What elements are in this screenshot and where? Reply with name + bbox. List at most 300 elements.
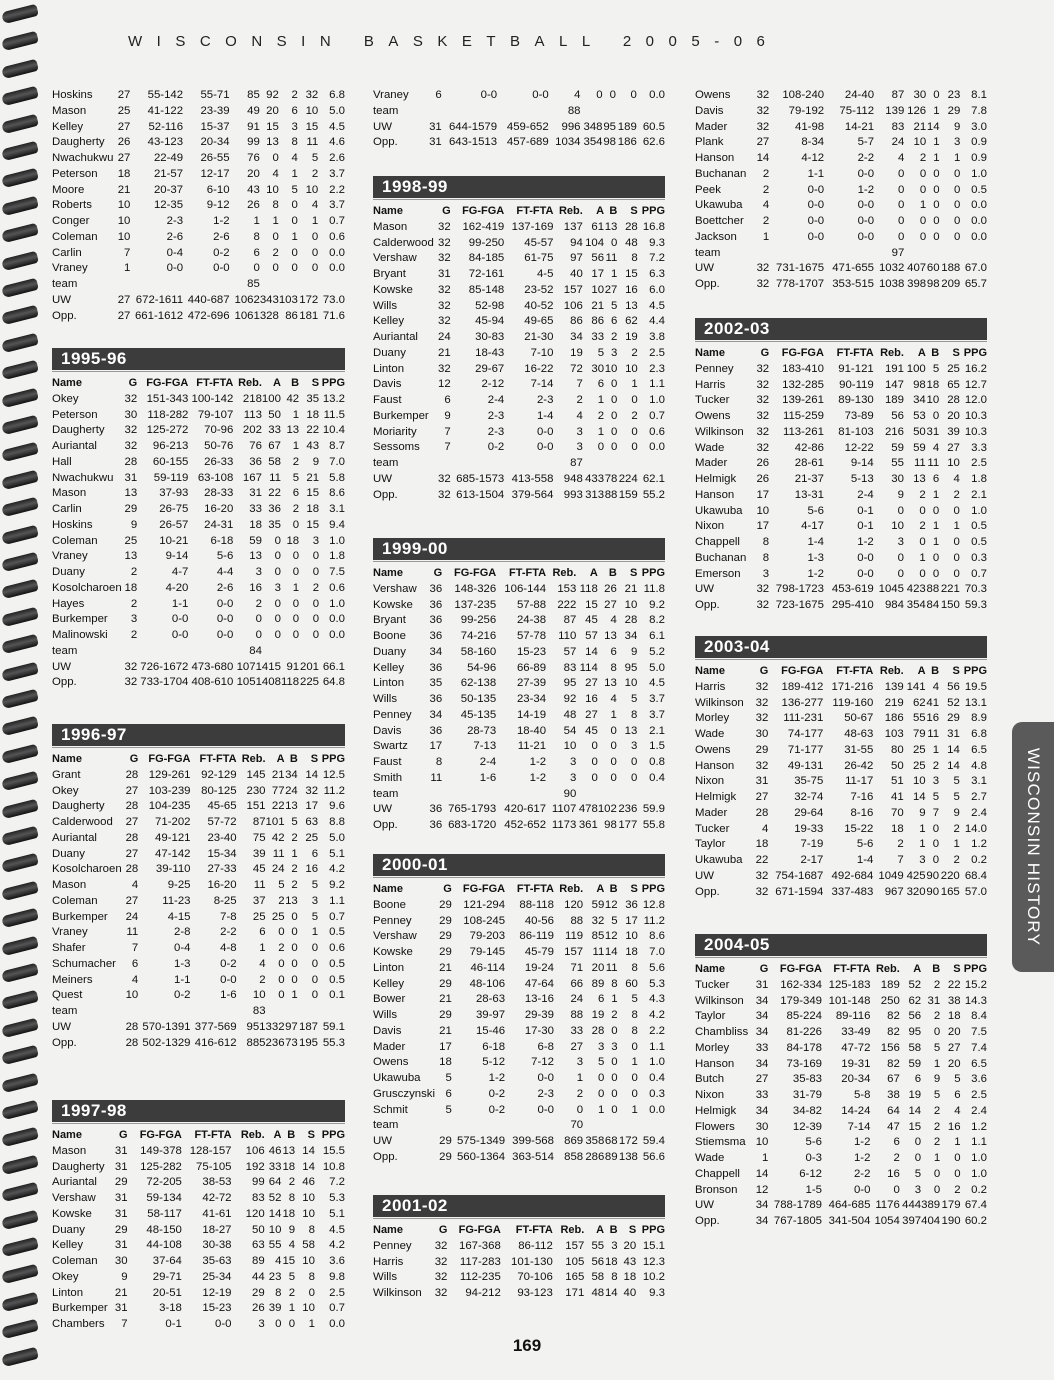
stat-cell (617, 456, 637, 472)
player-row (695, 409, 987, 425)
stat-cell: 24 (125, 910, 139, 923)
season-header: 1998-99 (373, 176, 665, 198)
stat-cell: 8 (611, 1271, 618, 1284)
stat-cell: 67.0 (964, 262, 987, 275)
stat-cell: 1 (291, 989, 298, 1002)
stat-cell: 32 (124, 660, 138, 673)
stat-cell: Smith (373, 771, 403, 784)
stat-cell: 10.8 (322, 1160, 345, 1173)
spiral-ring (1, 387, 39, 407)
stat-cell: 2 (255, 597, 262, 610)
stat-cell: 64.8 (322, 676, 345, 689)
stat-cell: Penney (373, 914, 412, 927)
stat-cell: 0 (596, 89, 603, 101)
player-row (373, 787, 665, 803)
stat-cell: 4.2 (329, 1239, 345, 1252)
stat-cell: team (52, 644, 78, 657)
stat-cell: Buchanan (695, 167, 747, 180)
stat-cell: 0 (278, 973, 285, 986)
stat-cell: 90 (926, 869, 940, 882)
stat-cell (960, 246, 987, 262)
stat-cell: 59.9 (642, 803, 665, 816)
stat-cell: UW (695, 583, 714, 596)
stat-cell: 80 (891, 743, 904, 756)
stat-cell: 5 (932, 362, 940, 375)
stat-cell: 118 (579, 582, 598, 595)
stat-cell: 0 (631, 1040, 638, 1053)
stat-cell: 34 (755, 1215, 769, 1227)
spiral-ring (1, 250, 39, 270)
stat-cell: 14 (947, 743, 960, 756)
player-row (373, 724, 665, 740)
stat-cell: 472-696 (187, 309, 230, 322)
stat-cell: 101-130 (511, 1255, 553, 1268)
stat-cell: 179 (941, 1199, 961, 1212)
stat-cell: 473-680 (191, 660, 234, 673)
player-row (695, 567, 987, 583)
stat-cell: 11.2 (643, 914, 665, 927)
column-header: Name (695, 963, 725, 975)
stat-cell: 65.7 (964, 278, 987, 290)
stat-cell (904, 246, 926, 262)
stat-cell: 95 (624, 661, 638, 674)
stat-cell: 0 (274, 550, 281, 563)
spiral-ring (1, 1237, 39, 1257)
stat-cell: 0 (311, 942, 319, 954)
player-row (373, 377, 665, 393)
spiral-ring (1, 716, 39, 736)
player-row (373, 977, 665, 993)
stat-cell: 0.0 (329, 262, 345, 275)
stat-cell: 26-57 (159, 518, 189, 531)
stat-cell (618, 1118, 638, 1134)
stat-cell: 21 (624, 582, 638, 595)
stat-cell: 61-75 (524, 252, 554, 265)
column-header: B (609, 205, 618, 217)
stat-cell: 353-515 (832, 278, 875, 290)
stat-cell: 3 (611, 1040, 618, 1053)
stat-cell: 0 (292, 550, 300, 563)
stat-cell: 2 (311, 167, 319, 180)
stat-cell: 0-2 (488, 1087, 506, 1100)
player-row (373, 1103, 665, 1119)
stat-cell: 13.2 (322, 392, 345, 405)
stat-cell: 0 (291, 246, 298, 259)
stat-cell: 2.3 (649, 362, 665, 375)
stat-cell: 1 (291, 167, 298, 180)
stat-cell: 0 (932, 504, 940, 517)
stat-cell: 45 (585, 614, 598, 627)
column-header: S (630, 205, 638, 217)
player-row (373, 755, 665, 771)
spiral-ring (1, 1319, 39, 1339)
stat-cell: 12 (604, 898, 618, 911)
stat-cell: 5 (611, 299, 618, 312)
stat-cell: 1.0 (971, 1167, 987, 1180)
stat-cell: 1.5 (649, 740, 665, 753)
stat-cell: 6 (932, 473, 940, 485)
stat-cell: Opp. (695, 599, 720, 611)
stat-cell: 1-2 (213, 215, 230, 227)
stat-cell: 30 (124, 408, 138, 421)
stat-cell: 22 (268, 487, 281, 500)
stat-cell: Chappell (695, 536, 740, 548)
stat-cell: 87 (570, 457, 583, 469)
stat-cell: 0 (932, 410, 940, 422)
player-row (52, 799, 345, 815)
stat-cell: 1.0 (649, 394, 665, 406)
column-header: FT-FTA (836, 665, 874, 677)
stat-cell: 2.7 (971, 791, 987, 803)
stat-cell: 0 (591, 756, 598, 768)
stat-cell: 11 (913, 457, 926, 470)
stat-cell: 2 (933, 978, 941, 991)
stat-cell: 5 (278, 879, 285, 891)
stat-cell: 0 (311, 973, 319, 986)
stat-cell: 30 (755, 1120, 769, 1133)
stat-cell: 361 (578, 819, 598, 831)
stat-cell: 0 (893, 1183, 900, 1196)
stat-cell: 0 (274, 566, 281, 578)
player-row (373, 220, 665, 236)
stat-cell: 2 (933, 1104, 941, 1117)
stat-cell: 9 (933, 1073, 941, 1086)
stat-cell: Helmigk (695, 473, 737, 485)
stat-cell: 0-2 (213, 246, 230, 259)
stat-cell: 9.3 (649, 236, 665, 249)
stat-cell: 10 (947, 457, 960, 470)
spiral-ring (1, 1155, 39, 1175)
stat-cell: 0 (274, 629, 281, 641)
stat-cell: 3.8 (649, 331, 665, 343)
stat-cell: 41 (891, 791, 904, 803)
stat-cell: 0-0 (215, 1318, 232, 1330)
stat-cell: 10.4 (322, 424, 345, 437)
stat-cell: 157 (564, 946, 584, 958)
stat-cell: 0 (292, 613, 300, 626)
stat-cell: 1173 (551, 819, 577, 831)
stat-cell: 2 (919, 488, 926, 501)
stat-cell: 0.7 (329, 215, 345, 227)
stat-cell: 2 (259, 973, 266, 986)
stat-cell: 89 (604, 1150, 618, 1163)
column-header: Name (52, 1129, 82, 1141)
stat-cell: 50-67 (844, 712, 874, 725)
stat-cell: 413-558 (511, 472, 554, 485)
stat-cell: 32 (756, 120, 770, 133)
stat-cell: 0.4 (649, 771, 665, 784)
stat-cell: 66-89 (516, 661, 547, 674)
stat-cell: 1 (953, 520, 960, 533)
stat-cell: 5 (631, 693, 638, 705)
stat-cell: 62 (908, 994, 922, 1007)
stat-cell: 15 (305, 120, 319, 133)
stat-cell: team (373, 104, 399, 117)
player-row (52, 246, 345, 262)
player-row (695, 1135, 987, 1151)
stat-cell: 5 (611, 914, 618, 927)
player-row (52, 910, 345, 926)
player-row (695, 994, 987, 1010)
stat-cell: 0 (291, 926, 298, 939)
stat-cell: 1 (576, 1072, 584, 1084)
stat-cell: 1-2 (857, 183, 875, 196)
stat-cell: 156 (880, 1041, 900, 1054)
stat-cell: 31-79 (792, 1089, 823, 1101)
player-row (373, 1087, 665, 1103)
stat-cell: 2 (272, 246, 279, 259)
stat-cell: 4 (288, 1239, 296, 1252)
stat-cell: 230 (246, 784, 266, 797)
stat-cell (637, 787, 665, 803)
stat-cell: 4 (259, 957, 266, 970)
stat-cell: Penney (373, 1239, 412, 1252)
stat-cell: 117-283 (459, 1255, 501, 1268)
stat-cell: 183-410 (782, 362, 824, 375)
stat-cell: 967 (884, 885, 904, 898)
spiral-ring (1, 881, 39, 901)
stat-cell: 0.4 (649, 1072, 665, 1084)
page-number: 169 (512, 1336, 542, 1355)
stat-cell: UW (52, 1020, 71, 1033)
stat-cell: 31 (114, 1239, 128, 1252)
stat-cell: 10 (756, 504, 770, 517)
stat-cell: Harris (695, 378, 726, 391)
column-header: B (932, 963, 941, 975)
stat-cell: 27 (755, 791, 769, 803)
stat-cell: 7-14 (847, 1120, 871, 1133)
stat-cell: 13 (266, 136, 279, 149)
stat-cell: 14 (926, 120, 940, 133)
stat-cell: 70-106 (517, 1271, 553, 1284)
stat-cell: 46-114 (470, 961, 506, 974)
stat-cell: 16 (585, 693, 598, 705)
stat-cell: 4 (954, 1104, 961, 1117)
stat-cell: 2 (631, 409, 638, 422)
stat-cell: Flowers (695, 1120, 735, 1133)
stat-cell: 3 (569, 756, 577, 768)
stats-table (695, 88, 987, 293)
stat-cell: 18 (755, 838, 769, 851)
stat-cell: 2.5 (971, 1089, 987, 1101)
stat-cell: 39 (947, 425, 960, 438)
stat-cell: Moriarity (373, 425, 417, 438)
stat-cell: 1-1 (174, 973, 191, 986)
stat-cell: 0 (312, 613, 320, 626)
column-header: FG-FGA (146, 377, 189, 389)
stat-cell: 0 (933, 1026, 941, 1038)
stat-cell: 1-2 (853, 1152, 871, 1164)
stat-cell: 15 (625, 268, 638, 280)
stat-cell: Kelley (373, 315, 405, 328)
player-row (373, 456, 665, 472)
stat-cell: 139 (885, 104, 905, 117)
spiral-ring (1, 415, 39, 435)
stat-cell: 18 (604, 1255, 618, 1268)
stat-cell: 13 (604, 220, 618, 233)
stat-cell: 34 (429, 645, 443, 658)
player-row (695, 853, 987, 869)
stat-cell: 13 (285, 894, 298, 907)
stat-cell: 0 (953, 167, 961, 180)
stat-cell: 1 (272, 215, 279, 227)
stat-cell: 21 (114, 1286, 128, 1299)
stat-cell: 1 (954, 1136, 961, 1149)
column-header: FT-FTA (836, 347, 874, 359)
stat-cell: 6 (131, 957, 139, 970)
column-header: FG-FGA (781, 347, 824, 359)
header-row (373, 204, 665, 220)
stat-cell: 1 (933, 136, 940, 149)
stat-cell: 104 (585, 236, 605, 249)
player-row (52, 1191, 345, 1207)
season-1995-96 (52, 348, 345, 691)
spiral-ring (1, 278, 39, 298)
spiral-ring (1, 771, 39, 791)
stat-cell: Penney (695, 362, 734, 375)
stat-cell: 32 (434, 1255, 448, 1268)
stat-cell: 3 (919, 854, 926, 866)
stat-cell: 313 (585, 488, 605, 501)
stat-cell: 2.5 (329, 1286, 345, 1299)
stat-cell: 14 (585, 645, 598, 658)
season-continued (52, 88, 345, 324)
stat-cell: 398 (907, 278, 927, 290)
stat-cell: 26 (604, 582, 617, 595)
stat-cell: Burkemper (373, 409, 429, 422)
stat-cell: 84 (249, 644, 262, 657)
stat-cell: 54 (563, 724, 577, 737)
stat-cell: 32 (755, 759, 769, 772)
stat-cell: 16-22 (524, 362, 554, 375)
stat-cell: 0 (933, 215, 940, 227)
stat-cell: 0 (631, 394, 638, 406)
stat-cell: 28-33 (204, 487, 234, 500)
stat-cell: 1 (932, 520, 940, 533)
stat-cell: Duany (52, 1223, 85, 1236)
stat-cell: 0-0 (536, 425, 554, 438)
stat-cell: 79 (912, 728, 926, 740)
stat-cell: 14 (305, 768, 319, 781)
stat-cell: 731-1675 (776, 262, 825, 275)
stat-cell: 115-259 (782, 410, 824, 422)
stat-cell: 41 (926, 696, 940, 709)
stat-cell: 13 (285, 800, 298, 813)
stat-cell: 18 (306, 408, 320, 421)
stat-cell: Mader (373, 1040, 406, 1053)
player-row (695, 582, 987, 598)
stat-cell: 0 (272, 230, 279, 243)
stat-cell: 79-107 (197, 408, 234, 421)
stat-cell: 92 (266, 89, 279, 101)
spiral-binding (0, 0, 40, 1380)
player-row (373, 88, 665, 104)
stat-cell: 1.0 (971, 167, 987, 180)
stat-cell: 5 (311, 152, 319, 164)
stat-cell: 0.0 (329, 1318, 345, 1330)
stat-cell: 27 (755, 1073, 769, 1086)
stat-cell: 68.4 (964, 869, 987, 882)
stat-cell: 0.5 (329, 926, 345, 939)
stat-cell: 7.5 (971, 1026, 987, 1038)
stats-table (373, 1223, 665, 1302)
stat-cell: 25 (912, 743, 926, 756)
spiral-ring (1, 141, 39, 161)
stat-cell: 66.1 (322, 660, 345, 673)
stat-cell: 3.7 (649, 693, 665, 705)
stat-cell: 4 (576, 409, 583, 422)
stat-cell: 10-21 (159, 534, 189, 547)
stat-cell: Hoskins (52, 518, 93, 531)
stat-cell: 0-0 (807, 199, 825, 212)
stat-cell: 32-74 (794, 791, 824, 803)
stat-cell: 5-12 (482, 1056, 506, 1069)
spiral-ring (1, 442, 39, 462)
stat-cell: 32 (438, 236, 451, 249)
stat-cell: Burkemper (52, 1302, 108, 1315)
stat-cell: 3.3 (971, 441, 987, 454)
stat-cell: 464-685 (828, 1199, 871, 1212)
stat-cell: Taylor (695, 838, 726, 851)
player-row (695, 978, 987, 994)
stat-cell: 8 (435, 756, 443, 768)
stat-cell: 71.6 (322, 309, 345, 322)
stat-cell: 560-1364 (456, 1150, 506, 1163)
stat-cell: 57 (585, 630, 598, 642)
column-header: S (953, 963, 961, 975)
stat-cell: 32 (438, 488, 451, 501)
stat-cell: 5.0 (649, 661, 665, 674)
stat-cell: 1.1 (649, 378, 665, 391)
stat-cell: 869 (564, 1135, 584, 1147)
stat-cell: 6.8 (971, 728, 987, 740)
stat-cell: Roberts (52, 199, 92, 212)
stat-cell: Hall (52, 455, 72, 468)
stat-cell: 17 (439, 1040, 452, 1053)
stat-cell: 30 (913, 89, 927, 101)
spiral-ring (1, 524, 39, 544)
stat-cell: 6.5 (971, 743, 987, 756)
stat-cell: 28 (125, 831, 139, 844)
stat-cell: 0.9 (971, 152, 987, 164)
column-header: FG-FGA (462, 883, 506, 895)
stat-cell: 59 (249, 534, 262, 547)
stat-cell (266, 1004, 285, 1020)
stat-cell: UW (695, 869, 714, 882)
stat-cell: 26 (252, 1302, 265, 1315)
stat-cell: Coleman (52, 230, 98, 243)
stat-cell: 28 (124, 455, 138, 468)
stat-cell: 2.4 (971, 1104, 987, 1117)
column-header: Reb. (558, 205, 583, 217)
stat-cell: 167-368 (458, 1239, 501, 1252)
stat-cell: 1.1 (329, 894, 345, 907)
stat-cell: 0 (953, 551, 960, 564)
stat-cell: 0 (255, 629, 262, 641)
player-row (52, 597, 345, 613)
stat-cell: 111-231 (783, 712, 824, 725)
stat-cell: 1 (292, 440, 300, 452)
spiral-ring (1, 798, 39, 818)
stat-cell: 5 (953, 775, 960, 788)
spiral-ring (1, 744, 39, 764)
season-header: 2000-01 (373, 854, 665, 876)
stat-cell: 189 (880, 978, 900, 991)
stat-cell: 95 (603, 120, 616, 133)
stat-cell: 50-135 (460, 693, 497, 705)
stat-cell: 0 (291, 262, 298, 275)
stat-cell: 92-129 (201, 768, 237, 781)
